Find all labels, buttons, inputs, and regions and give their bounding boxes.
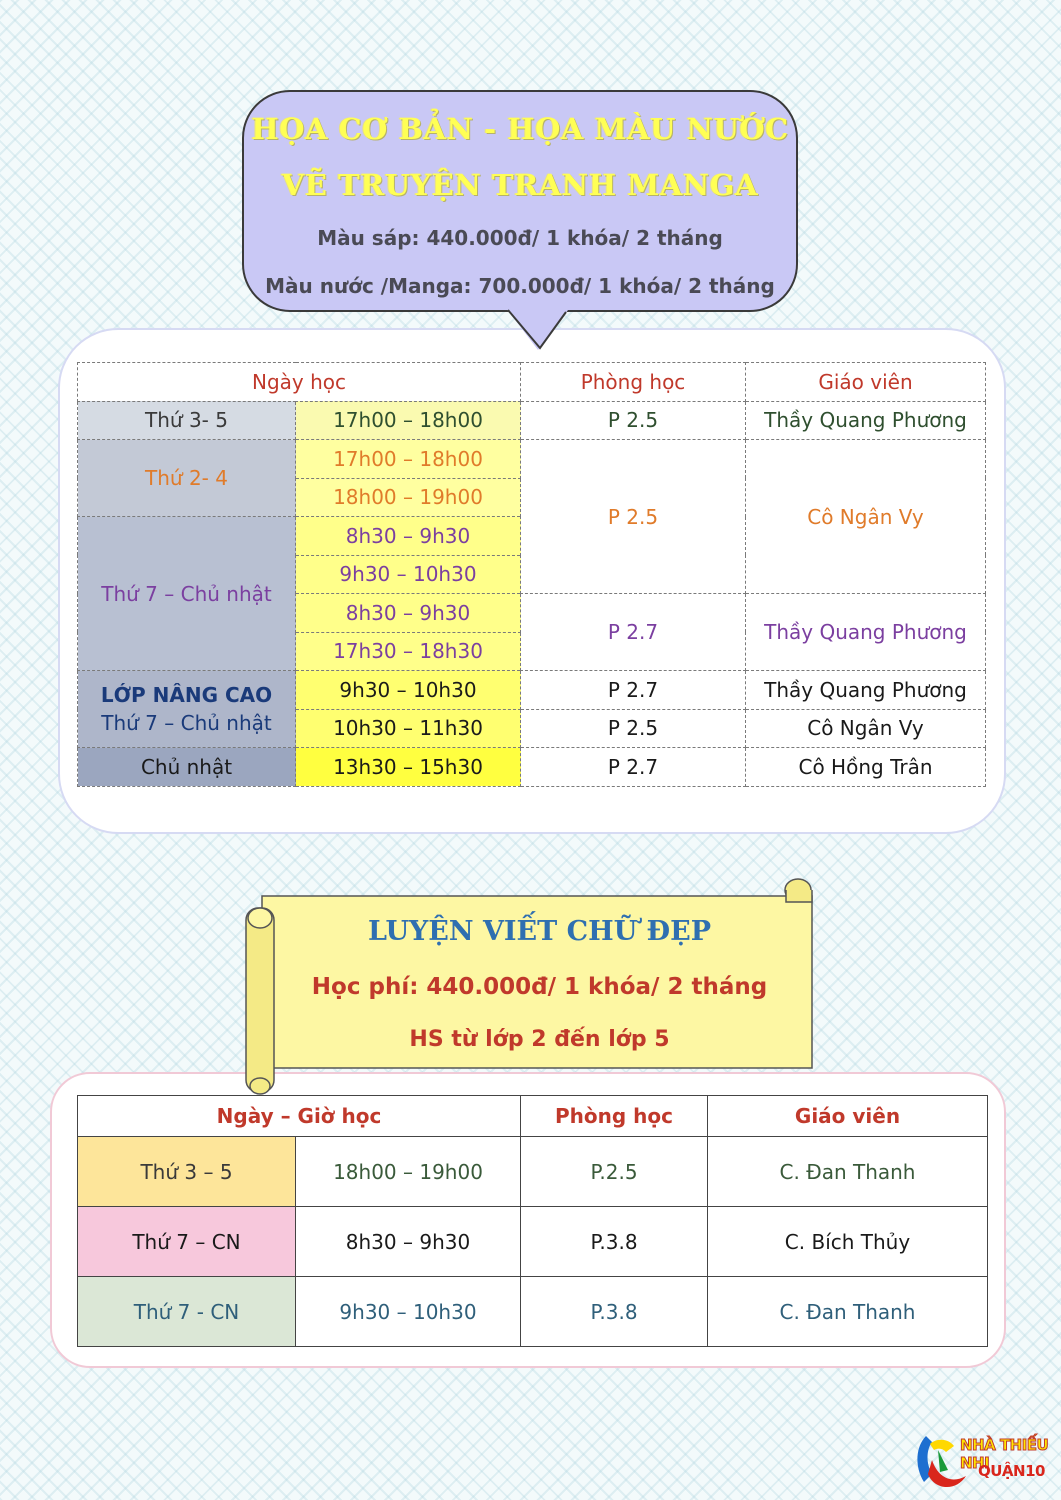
art-schedule-table <box>77 362 986 787</box>
header-day: Ngày học <box>78 363 521 402</box>
room-cell: P 2.5 <box>521 440 746 594</box>
room-cell: P 2.7 <box>521 594 746 671</box>
advanced-class-title: LỚP NÂNG CAO <box>100 683 273 707</box>
time-cell: 18h00 – 19h00 <box>296 1137 521 1207</box>
calligraphy-fee: Học phí: 440.000đ/ 1 khóa/ 2 tháng <box>311 974 768 1000</box>
room-cell: P 2.5 <box>521 709 746 748</box>
day-cell: Thứ 7 – Chủ nhật <box>78 517 296 671</box>
time-cell: 9h30 – 10h30 <box>296 555 521 594</box>
header-room: Phòng học <box>521 363 746 402</box>
room-cell: P.3.8 <box>521 1277 708 1347</box>
time-cell: 9h30 – 10h30 <box>296 671 521 710</box>
time-cell: 8h30 – 9h30 <box>296 517 521 556</box>
table-header-row <box>78 1096 988 1137</box>
room-cell: P.2.5 <box>521 1137 708 1207</box>
table-row <box>78 1137 988 1207</box>
time-cell: 10h30 – 11h30 <box>296 709 521 748</box>
table-header-row <box>78 363 986 402</box>
teacher-cell: Thầy Quang Phương <box>746 401 986 440</box>
room-cell: P 2.5 <box>521 401 746 440</box>
time-cell: 9h30 – 10h30 <box>296 1277 521 1347</box>
art-title-line1: HỌA CƠ BẢN - HỌA MÀU NƯỚC <box>251 112 789 146</box>
table-row <box>78 671 986 710</box>
calligraphy-title: LUYỆN VIẾT CHỮ ĐẸP <box>367 916 712 947</box>
advanced-class-days: Thứ 7 – Chủ nhật <box>101 711 272 735</box>
day-cell: Thứ 2- 4 <box>78 440 296 517</box>
logo-line1: NHÀ THIẾU NHI <box>960 1436 1049 1472</box>
room-cell: P 2.7 <box>521 748 746 787</box>
day-cell: Thứ 3- 5 <box>78 401 296 440</box>
teacher-cell: C. Đan Thanh <box>708 1277 988 1347</box>
table-row <box>78 401 986 440</box>
art-course-bubble <box>242 90 798 312</box>
teacher-cell: Cô Ngân Vy <box>746 709 986 748</box>
table-row <box>78 1277 988 1347</box>
art-title-line2: VẼ TRUYỆN TRANH MANGA <box>281 168 759 202</box>
nha-thieu-nhi-logo <box>912 1430 1052 1494</box>
art-price-line2: Màu nước /Manga: 700.000đ/ 1 khóa/ 2 tháng <box>265 274 775 298</box>
time-cell: 18h00 – 19h00 <box>296 478 521 517</box>
table-row <box>78 748 986 787</box>
bubble-tail-icon <box>500 290 620 360</box>
table-row <box>78 1207 988 1277</box>
room-cell: P 2.7 <box>521 671 746 710</box>
table-row <box>78 440 986 479</box>
room-cell: P.3.8 <box>521 1207 708 1277</box>
teacher-cell: C. Bích Thủy <box>708 1207 988 1277</box>
time-cell: 17h30 – 18h30 <box>296 632 521 671</box>
header-teacher: Giáo viên <box>708 1096 988 1137</box>
time-cell: 13h30 – 15h30 <box>296 748 521 787</box>
header-room: Phòng học <box>521 1096 708 1137</box>
day-cell: Chủ nhật <box>78 748 296 787</box>
teacher-cell: Cô Hồng Trân <box>746 748 986 787</box>
art-price-line1: Màu sáp: 440.000đ/ 1 khóa/ 2 tháng <box>317 226 723 250</box>
advanced-day-cell <box>78 671 296 748</box>
time-cell: 8h30 – 9h30 <box>296 1207 521 1277</box>
day-cell: Thứ 7 – CN <box>78 1207 296 1277</box>
time-cell: 8h30 – 9h30 <box>296 594 521 633</box>
teacher-cell: Cô Ngân Vy <box>746 440 986 594</box>
day-cell: Thứ 7 - CN <box>78 1277 296 1347</box>
time-cell: 17h00 – 18h00 <box>296 401 521 440</box>
time-cell: 17h00 – 18h00 <box>296 440 521 479</box>
calligraphy-students: HS từ lớp 2 đến lớp 5 <box>409 1027 670 1052</box>
logo-line2: QUẬN10 <box>978 1462 1045 1480</box>
header-day-time: Ngày – Giờ học <box>78 1096 521 1137</box>
header-teacher: Giáo viên <box>746 363 986 402</box>
teacher-cell: Thầy Quang Phương <box>746 671 986 710</box>
day-cell: Thứ 3 – 5 <box>78 1137 296 1207</box>
teacher-cell: C. Đan Thanh <box>708 1137 988 1207</box>
calligraphy-schedule-table <box>77 1095 988 1347</box>
teacher-cell: Thầy Quang Phương <box>746 594 986 671</box>
